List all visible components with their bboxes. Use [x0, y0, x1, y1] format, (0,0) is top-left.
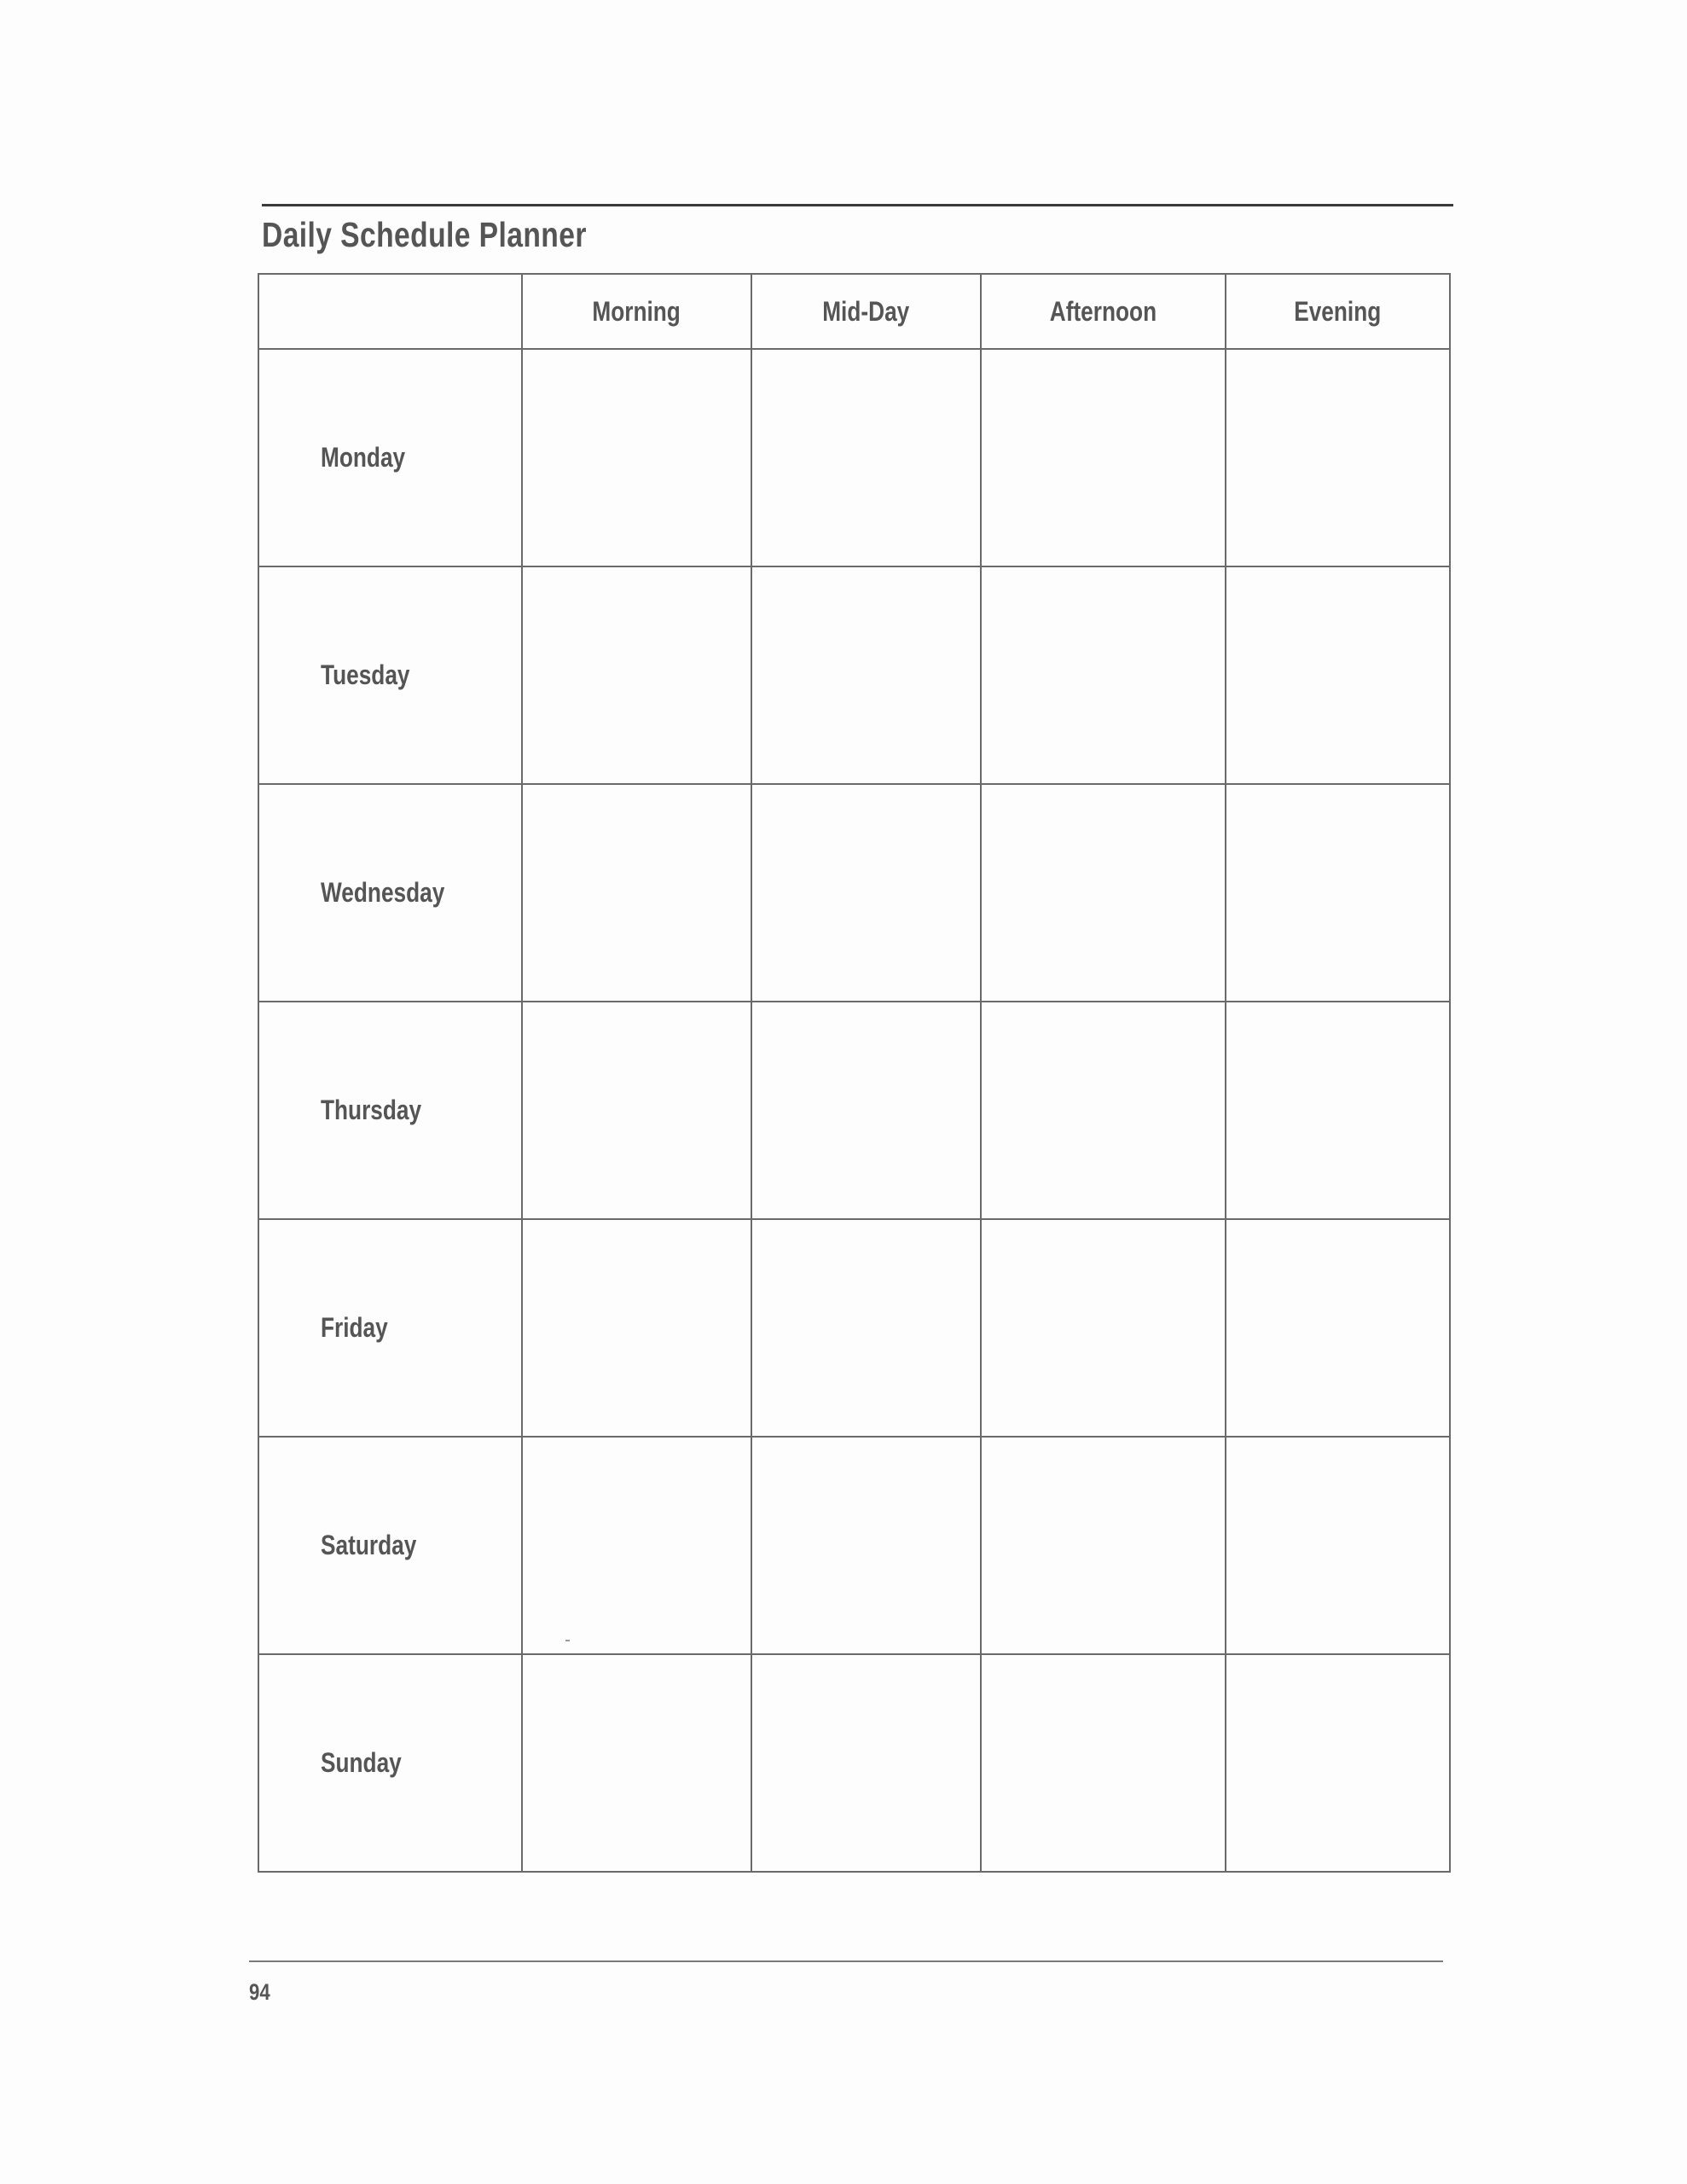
table-row	[258, 784, 1450, 1002]
cell-tuesday-afternoon[interactable]	[981, 566, 1226, 784]
cell-sunday-mid-day[interactable]	[751, 1654, 981, 1872]
row-label-saturday: Saturday	[258, 1437, 522, 1654]
cell-saturday-evening[interactable]	[1226, 1437, 1450, 1654]
page-number: 94	[249, 1979, 270, 2005]
cell-thursday-evening[interactable]	[1226, 1002, 1450, 1219]
cell-monday-mid-day[interactable]	[751, 349, 981, 566]
table-row	[258, 1219, 1450, 1437]
cell-tuesday-mid-day[interactable]	[751, 566, 981, 784]
cell-thursday-mid-day[interactable]	[751, 1002, 981, 1219]
cell-friday-afternoon[interactable]	[981, 1219, 1226, 1437]
cell-thursday-afternoon[interactable]	[981, 1002, 1226, 1219]
cell-tuesday-evening[interactable]	[1226, 566, 1450, 784]
cell-friday-evening[interactable]	[1226, 1219, 1450, 1437]
page-title: Daily Schedule Planner	[262, 215, 587, 254]
cell-saturday-mid-day[interactable]	[751, 1437, 981, 1654]
column-header-mid-day: Mid-Day	[751, 274, 981, 349]
cell-wednesday-morning[interactable]	[522, 784, 751, 1002]
cell-wednesday-evening[interactable]	[1226, 784, 1450, 1002]
row-label-thursday: Thursday	[258, 1002, 522, 1219]
header-corner-cell	[258, 274, 522, 349]
table-row	[258, 349, 1450, 566]
table-row	[258, 1002, 1450, 1219]
row-label-tuesday: Tuesday	[258, 566, 522, 784]
column-header-afternoon: Afternoon	[981, 274, 1226, 349]
cell-sunday-afternoon[interactable]	[981, 1654, 1226, 1872]
cell-friday-morning[interactable]	[522, 1219, 751, 1437]
bottom-rule	[249, 1960, 1443, 1962]
cell-monday-morning[interactable]	[522, 349, 751, 566]
cell-friday-mid-day[interactable]	[751, 1219, 981, 1437]
column-header-morning: Morning	[522, 274, 751, 349]
cell-thursday-morning[interactable]	[522, 1002, 751, 1219]
cell-sunday-morning[interactable]	[522, 1654, 751, 1872]
column-header-evening: Evening	[1226, 274, 1450, 349]
table-row	[258, 1654, 1450, 1872]
row-label-sunday: Sunday	[258, 1654, 522, 1872]
row-label-friday: Friday	[258, 1219, 522, 1437]
scan-speck	[565, 1640, 570, 1641]
cell-monday-evening[interactable]	[1226, 349, 1450, 566]
row-label-wednesday: Wednesday	[258, 784, 522, 1002]
table-row	[258, 566, 1450, 784]
header-row	[258, 274, 1450, 349]
table-row	[258, 1437, 1450, 1654]
top-rule	[262, 204, 1453, 206]
schedule-table	[258, 273, 1451, 1873]
cell-sunday-evening[interactable]	[1226, 1654, 1450, 1872]
cell-saturday-morning[interactable]	[522, 1437, 751, 1654]
cell-saturday-afternoon[interactable]	[981, 1437, 1226, 1654]
cell-monday-afternoon[interactable]	[981, 349, 1226, 566]
cell-tuesday-morning[interactable]	[522, 566, 751, 784]
cell-wednesday-mid-day[interactable]	[751, 784, 981, 1002]
row-label-monday: Monday	[258, 349, 522, 566]
cell-wednesday-afternoon[interactable]	[981, 784, 1226, 1002]
